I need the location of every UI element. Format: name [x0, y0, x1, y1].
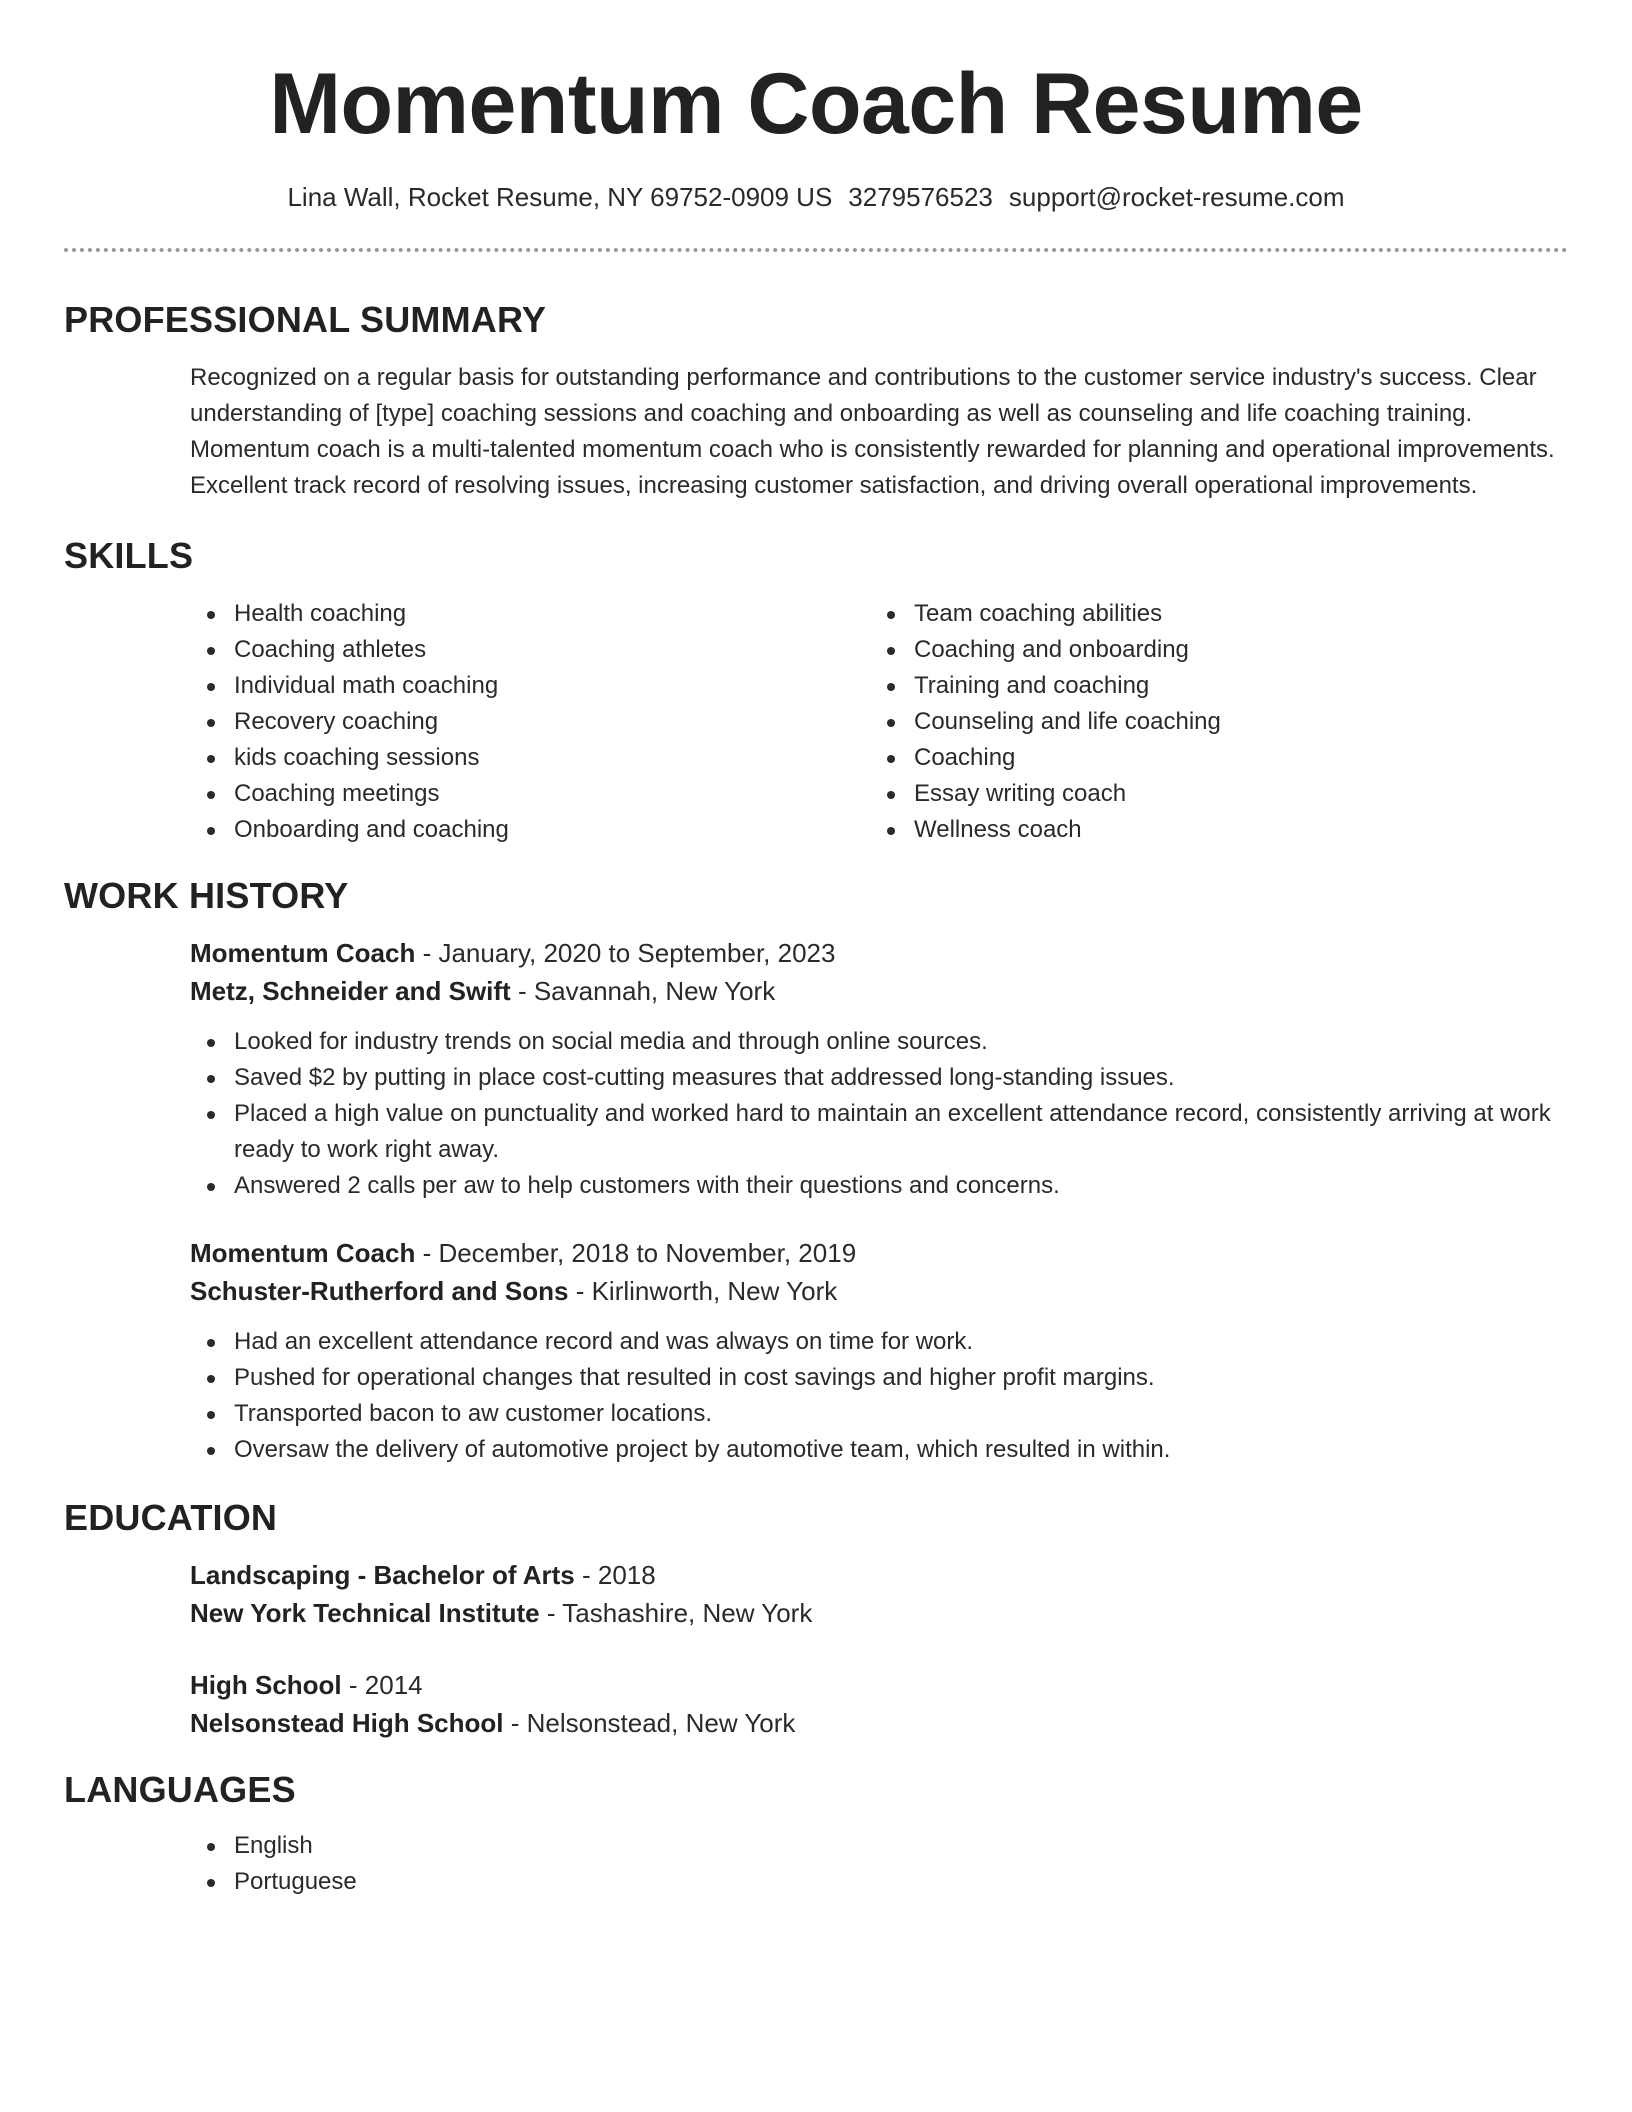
- job-location: - Savannah, New York: [510, 976, 776, 1006]
- education-school-line: [190, 1594, 1568, 1632]
- skill-item: Counseling and life coaching: [870, 704, 1550, 740]
- summary-text: Recognized on a regular basis for outstanding performance and contributions to the customer service industry's success. Clear understanding of [type] coaching sessions and coaching and onboarding as well as counseling and life coaching training. Momentum coach is a multi-talented momentum coach who is consistently rewarded for planning and operational improvements. Excellent track record of resolving issues, increasing customer satisfaction, and driving overall operational improvements.: [190, 364, 1555, 499]
- education-degree: High School: [190, 1670, 342, 1700]
- education-year: - 2018: [574, 1560, 656, 1590]
- skill-item: Coaching and onboarding: [870, 632, 1550, 668]
- education-section: [64, 1496, 1568, 1742]
- job-bullets: [190, 1324, 1568, 1468]
- contact-email: support@rocket-resume.com: [1008, 182, 1345, 212]
- job-bullet: Oversaw the delivery of automotive project by automotive team, which resulted in within.: [190, 1432, 1568, 1468]
- skill-item: Team coaching abilities: [870, 596, 1550, 632]
- education-heading: EDUCATION: [64, 1497, 278, 1538]
- languages-section: [64, 1768, 1568, 1900]
- skills-column-left: [190, 596, 870, 848]
- skill-item: Coaching meetings: [190, 776, 870, 812]
- job-bullet: Answered 2 calls per aw to help customers with their questions and concerns.: [190, 1168, 1568, 1204]
- work-history-section: [64, 874, 1568, 1468]
- skill-item: Essay writing coach: [870, 776, 1550, 812]
- job-dates: - January, 2020 to September, 2023: [415, 938, 836, 968]
- job-bullet: Looked for industry trends on social media and through online sources.: [190, 1024, 1568, 1060]
- summary-section: [64, 298, 1568, 504]
- job-bullet: Pushed for operational changes that resulted in cost savings and higher profit margins.: [190, 1360, 1568, 1396]
- skills-column-right: [870, 596, 1550, 848]
- skill-item: Onboarding and coaching: [190, 812, 870, 848]
- skill-item: Recovery coaching: [190, 704, 870, 740]
- education-school: Nelsonstead High School: [190, 1708, 504, 1738]
- languages-heading: LANGUAGES: [64, 1769, 296, 1810]
- job-company: Metz, Schneider and Swift: [190, 976, 511, 1006]
- skill-item: kids coaching sessions: [190, 740, 870, 776]
- job-bullet: Had an excellent attendance record and was always on time for work.: [190, 1324, 1568, 1360]
- contact-line: [64, 180, 1568, 214]
- education-school: New York Technical Institute: [190, 1598, 540, 1628]
- skill-item: Coaching: [870, 740, 1550, 776]
- skill-item: Coaching athletes: [190, 632, 870, 668]
- job-title-line: [190, 1234, 1568, 1272]
- job-title: Momentum Coach: [190, 1238, 416, 1268]
- education-entry: [190, 1556, 1568, 1632]
- education-location: - Nelsonstead, New York: [503, 1708, 796, 1738]
- header-divider: [64, 248, 1568, 252]
- education-degree-line: [190, 1666, 1568, 1704]
- education-entry: [190, 1666, 1568, 1742]
- contact-address: Lina Wall, Rocket Resume, NY 69752-0909 US: [287, 182, 833, 212]
- job-bullet: Saved $2 by putting in place cost-cutting measures that addressed long-standing issues.: [190, 1060, 1568, 1096]
- job-location: - Kirlinworth, New York: [568, 1276, 838, 1306]
- resume-title: Momentum Coach Resume: [269, 56, 1363, 152]
- skills-grid: [190, 596, 1568, 848]
- skills-heading: SKILLS: [64, 535, 194, 576]
- work-history-heading: WORK HISTORY: [64, 875, 349, 916]
- job-bullets: [190, 1024, 1568, 1204]
- skills-section: [64, 534, 1568, 848]
- job-title: Momentum Coach: [190, 938, 416, 968]
- job-entry: [190, 1234, 1568, 1468]
- skill-item: Individual math coaching: [190, 668, 870, 704]
- language-item: English: [190, 1828, 1568, 1864]
- job-title-line: [190, 934, 1568, 972]
- languages-list: [190, 1828, 1568, 1900]
- job-bullet: Placed a high value on punctuality and worked hard to maintain an excellent attendance record, consistently arriving at work ready to work right away.: [190, 1096, 1568, 1168]
- job-bullet: Transported bacon to aw customer locations.: [190, 1396, 1568, 1432]
- skill-item: Wellness coach: [870, 812, 1550, 848]
- job-dates: - December, 2018 to November, 2019: [415, 1238, 857, 1268]
- education-degree-line: [190, 1556, 1568, 1594]
- education-degree: Landscaping - Bachelor of Arts: [190, 1560, 575, 1590]
- job-company: Schuster-Rutherford and Sons: [190, 1276, 569, 1306]
- language-item: Portuguese: [190, 1864, 1568, 1900]
- education-location: - Tashashire, New York: [539, 1598, 813, 1628]
- contact-phone: 3279576523: [848, 182, 993, 212]
- skill-item: Health coaching: [190, 596, 870, 632]
- job-entry: [190, 934, 1568, 1204]
- education-year: - 2014: [341, 1670, 423, 1700]
- skill-item: Training and coaching: [870, 668, 1550, 704]
- job-company-line: [190, 972, 1568, 1010]
- summary-heading: PROFESSIONAL SUMMARY: [64, 299, 547, 340]
- education-school-line: [190, 1704, 1568, 1742]
- job-company-line: [190, 1272, 1568, 1310]
